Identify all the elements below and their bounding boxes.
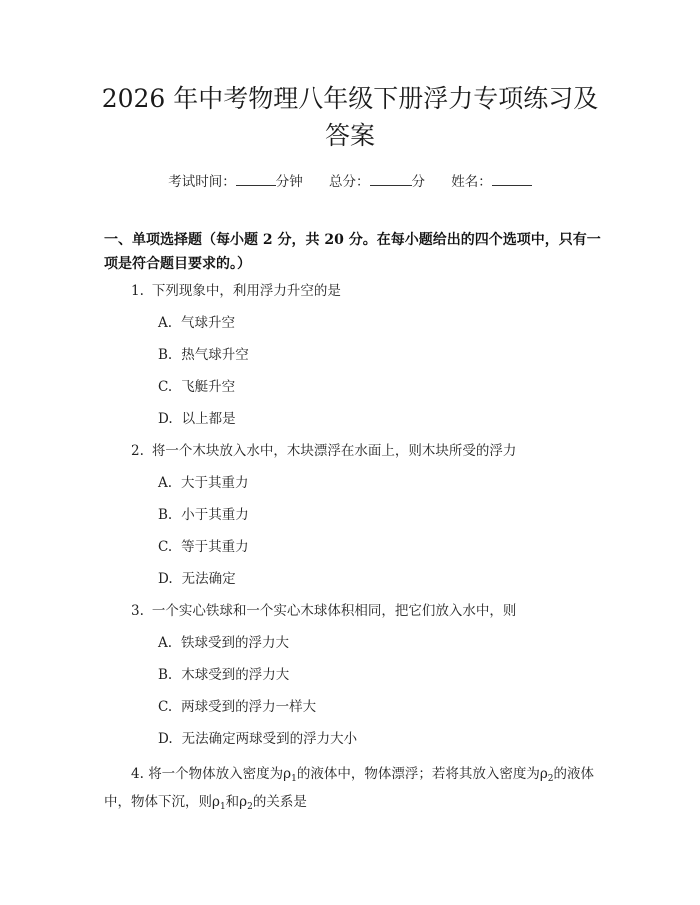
title-line-2: 答案 bbox=[324, 121, 375, 150]
question-text: 将一个木块放入水中，木块漂浮在水面上，则木块所受的浮力 bbox=[151, 443, 517, 459]
option-letter: C. bbox=[158, 379, 173, 395]
question-2-option-a bbox=[158, 473, 249, 493]
density-subscript-3: 1 bbox=[219, 802, 226, 812]
option-letter: B. bbox=[158, 347, 173, 363]
question-text-part-3: 的液体中，物体下沉，则ρ bbox=[104, 766, 595, 810]
option-letter: B. bbox=[158, 507, 173, 523]
question-3 bbox=[131, 601, 516, 621]
option-letter: C. bbox=[158, 699, 173, 715]
question-text: 下列现象中，利用浮力升空的是 bbox=[151, 283, 341, 299]
question-text-part-4: 和ρ bbox=[225, 794, 248, 810]
document-title bbox=[90, 80, 610, 154]
density-subscript-2: 2 bbox=[547, 774, 554, 784]
section-heading: 一、单项选择题（每小题 2 分，共 20 分。在每小题给出的四个选项中，只有一项是符合题目要求的。） bbox=[104, 232, 601, 272]
student-name-field bbox=[451, 170, 532, 190]
question-text-part-1: 将一个物体放入密度为ρ bbox=[148, 766, 292, 782]
option-letter: D. bbox=[158, 411, 173, 427]
question-2-option-d bbox=[158, 569, 236, 589]
option-text: 无法确定两球受到的浮力大小 bbox=[181, 731, 358, 747]
option-letter: C. bbox=[158, 539, 173, 555]
question-1-option-b bbox=[158, 345, 249, 365]
title-line-1: 2026 年中考物理八年级下册浮力专项练习及 bbox=[101, 84, 599, 113]
option-text: 等于其重力 bbox=[181, 539, 249, 555]
density-subscript-4: 2 bbox=[247, 802, 253, 812]
option-letter: D. bbox=[158, 731, 173, 747]
question-number: 4. bbox=[131, 766, 144, 782]
option-text: 木球受到的浮力大 bbox=[181, 667, 290, 683]
option-text: 气球升空 bbox=[181, 315, 236, 331]
exam-time-blank bbox=[236, 173, 276, 186]
question-3-option-b bbox=[158, 665, 289, 685]
option-text: 以上都是 bbox=[181, 411, 236, 427]
question-3-option-d bbox=[158, 729, 357, 749]
question-4 bbox=[104, 760, 604, 816]
option-text: 小于其重力 bbox=[181, 507, 249, 523]
option-text: 无法确定 bbox=[181, 571, 236, 587]
student-name-blank bbox=[492, 173, 532, 186]
question-number: 1. bbox=[131, 283, 144, 299]
option-text: 飞艇升空 bbox=[181, 379, 236, 395]
option-text: 两球受到的浮力一样大 bbox=[181, 699, 317, 715]
density-subscript-1: 1 bbox=[291, 774, 297, 784]
question-2-option-b bbox=[158, 505, 249, 525]
option-text: 铁球受到的浮力大 bbox=[181, 635, 290, 651]
question-1-option-d bbox=[158, 409, 236, 429]
total-score-blank bbox=[370, 173, 412, 186]
exam-time-unit: 分钟 bbox=[275, 174, 303, 190]
option-letter: A. bbox=[158, 635, 173, 651]
question-2 bbox=[131, 441, 516, 461]
exam-time-label: 考试时间： bbox=[168, 174, 236, 190]
option-letter: B. bbox=[158, 667, 173, 683]
student-name-label: 姓名： bbox=[451, 174, 492, 190]
question-3-option-c bbox=[158, 697, 316, 717]
exam-time-field bbox=[168, 170, 303, 190]
option-text: 热气球升空 bbox=[181, 347, 249, 363]
question-2-option-c bbox=[158, 537, 249, 557]
option-letter: D. bbox=[158, 571, 173, 587]
question-number: 3. bbox=[131, 603, 144, 619]
question-3-option-a bbox=[158, 633, 289, 653]
question-text-part-5: 的关系是 bbox=[252, 794, 307, 810]
option-letter: A. bbox=[158, 475, 173, 491]
total-score-field bbox=[329, 170, 425, 190]
question-1-option-c bbox=[158, 377, 235, 397]
exam-info-row bbox=[0, 170, 700, 190]
question-text: 一个实心铁球和一个实心木球体积相同，把它们放入水中，则 bbox=[151, 603, 517, 619]
question-1-option-a bbox=[158, 313, 235, 333]
question-number: 2. bbox=[131, 443, 144, 459]
option-letter: A. bbox=[158, 315, 173, 331]
option-text: 大于其重力 bbox=[181, 475, 249, 491]
question-1 bbox=[131, 281, 341, 301]
total-score-label: 总分： bbox=[329, 174, 370, 190]
total-score-unit: 分 bbox=[411, 174, 425, 190]
question-text-part-2: 的液体中，物体漂浮；若将其放入密度为ρ bbox=[296, 766, 548, 782]
